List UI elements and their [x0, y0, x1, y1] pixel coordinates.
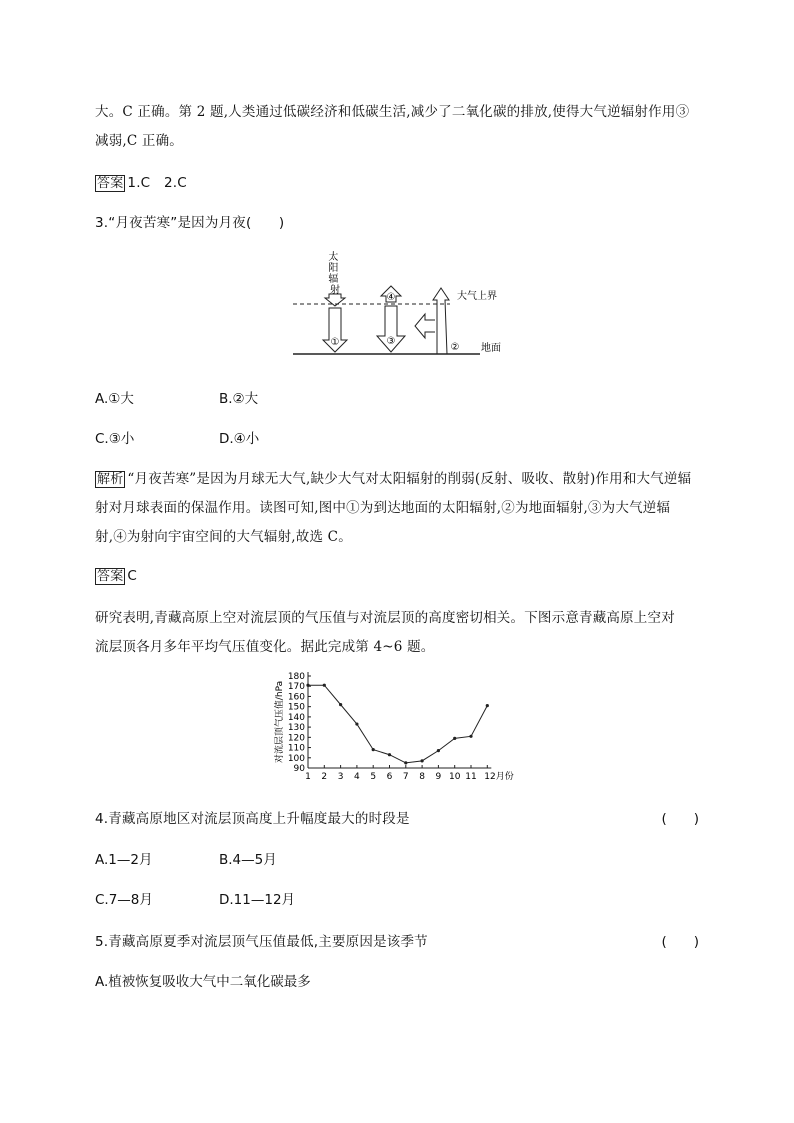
- series-line: [308, 685, 487, 763]
- x-tick-label: 1: [305, 772, 311, 782]
- x-tick-label: 6: [386, 772, 393, 782]
- marker-2: ②: [450, 342, 460, 353]
- y-tick-label: 140: [287, 712, 305, 723]
- x-tick-label: 10: [448, 772, 461, 782]
- marker-3: ③: [386, 336, 396, 347]
- intro-line: 流层顶各月多年平均气压值变化。据此完成第 4~6 题。: [95, 639, 435, 655]
- y-tick-label: 100: [287, 753, 305, 764]
- pressure-chart: [270, 668, 530, 790]
- arrow-2: [433, 288, 449, 354]
- q4-option-d: D.11—12月: [219, 892, 296, 908]
- x-tick-label: 4: [354, 772, 360, 782]
- intro-line: 研究表明,青藏高原上空对流层顶的气压值与对流层顶的高度密切相关。下图示意青藏高原上空对: [95, 610, 675, 626]
- data-point: [421, 759, 424, 762]
- x-tick-label: 8: [419, 772, 425, 782]
- question-5-paren: ( ): [661, 934, 699, 950]
- data-point: [355, 722, 358, 725]
- analysis-line: 解析 “月夜苦寒”是因为月球无大气,缺少大气对太阳辐射的削弱(反射、吸收、散射)作用和大气逆辐: [97, 471, 692, 487]
- y-tick-label: 110: [287, 743, 305, 754]
- data-point: [306, 684, 309, 687]
- data-point: [453, 737, 456, 740]
- y-axis-label: 对流层顶气压值/hPa: [275, 680, 285, 764]
- q4-option-b: B.4—5月: [219, 852, 277, 868]
- data-point: [486, 704, 489, 707]
- analysis-label: 解析: [97, 472, 124, 487]
- x-tick-label: 12月份: [484, 772, 514, 782]
- question-4-paren: ( ): [661, 811, 699, 827]
- explanation-line: 大。C 正确。第 2 题,人类通过低碳经济和低碳生活,减少了二氧化碳的排放,使得大气逆辐射作用③: [95, 104, 690, 120]
- option-d: D.④小: [219, 431, 260, 447]
- data-point: [437, 749, 440, 752]
- question-4-stem: 4.青藏高原地区对流层顶高度上升幅度最大的时段是: [95, 811, 410, 827]
- q4-option-c: C.7—8月: [95, 892, 153, 908]
- x-tick-label: 3: [337, 772, 344, 782]
- x-tick-label: 7: [402, 772, 409, 782]
- x-tick-label: 11: [465, 772, 477, 782]
- explanation-line: 减弱,C 正确。: [95, 133, 184, 149]
- analysis-line: 射,④为射向宇宙空间的大气辐射,故选 C。: [95, 529, 352, 545]
- data-point: [469, 735, 472, 738]
- option-b: B.②大: [219, 391, 259, 407]
- analysis-line: 射对月球表面的保温作用。读图可知,图中①为到达地面的太阳辐射,②为地面辐射,③为大气逆辐: [95, 500, 671, 516]
- ground-label: 地面: [481, 343, 501, 354]
- data-point: [388, 753, 391, 756]
- upper-boundary-label: 大气上界: [457, 291, 497, 302]
- answer-text: 1.C 2.C: [127, 175, 187, 191]
- x-tick-label: 5: [370, 772, 377, 782]
- q4-option-a: A.1—2月: [95, 852, 153, 868]
- marker-1: ①: [330, 337, 340, 348]
- y-tick-label: 120: [287, 733, 305, 744]
- q5-option-a: A.植被恢复吸收大气中二氧化碳最多: [95, 974, 311, 990]
- answer-row: [95, 565, 137, 584]
- y-tick-label: 130: [287, 723, 305, 734]
- data-point: [404, 761, 407, 764]
- answer-row: [95, 171, 187, 191]
- marker-4: ④: [386, 292, 396, 303]
- option-a: A.①大: [95, 391, 134, 407]
- question-3-stem: 3.“月夜苦寒”是因为月夜( ): [95, 215, 285, 231]
- option-c: C.③小: [95, 431, 135, 447]
- sun-label: 太 阳 辐 射: [328, 252, 340, 296]
- answer-text: C: [127, 568, 138, 584]
- data-point: [339, 703, 342, 706]
- y-tick-label: 160: [287, 692, 305, 703]
- data-point: [372, 748, 375, 751]
- y-tick-label: 170: [287, 682, 305, 693]
- y-tick-label: 180: [287, 672, 305, 682]
- arrow-2-branch: [415, 314, 435, 338]
- answer-label: 答案: [97, 569, 124, 584]
- data-point: [323, 684, 326, 687]
- x-tick-label: 2: [321, 772, 328, 782]
- radiation-diagram: [285, 248, 515, 358]
- y-tick-label: 90: [293, 764, 305, 774]
- question-5-stem: 5.青藏高原夏季对流层顶气压值最低,主要原因是该季节: [95, 934, 428, 950]
- x-tick-label: 9: [435, 772, 442, 782]
- answer-label: 答案: [97, 176, 124, 191]
- y-tick-label: 150: [287, 702, 305, 713]
